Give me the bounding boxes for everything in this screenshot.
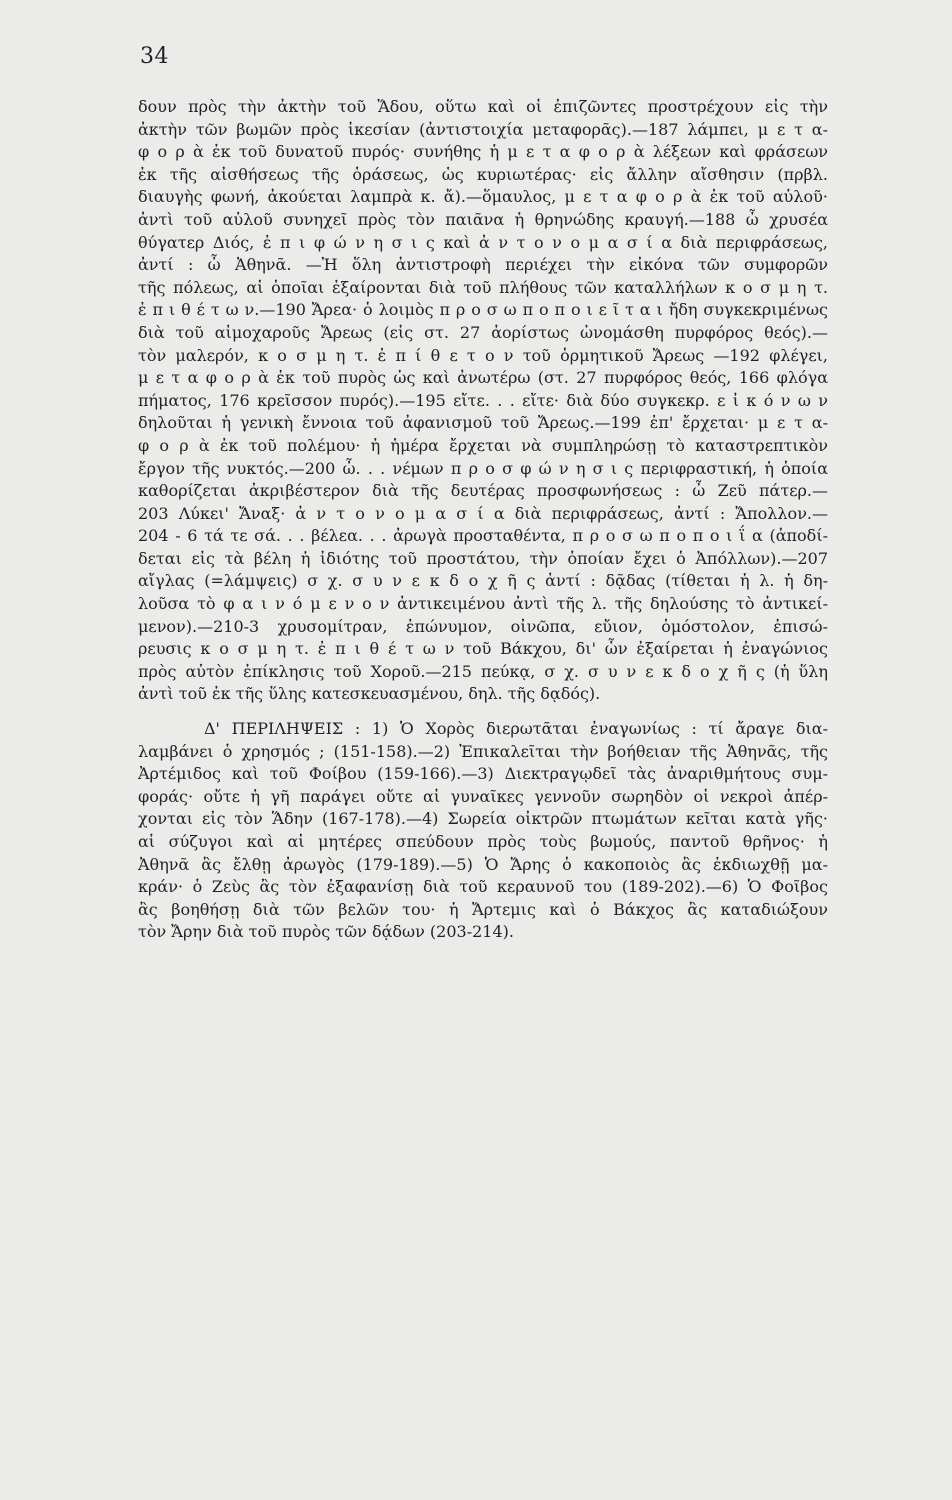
summary-line: Ἀρτέμιδος καὶ τοῦ Φοίβου (159-166).—3) Διεκτραγῳδεῖ τὰς ἀναριθμήτους συμ-	[138, 764, 828, 784]
commentary-line: θύγατερ Διός, ἐ π ι φ ώ ν η σ ι ς καὶ ἀ ν τ ο ν ο μ α σ ί α διὰ περιφράσεως,	[138, 232, 828, 252]
commentary-line: πήματος, 176 κρεῖσσον πυρός).—195 εἴτε. . . εἴτε· διὰ δύο συγκεκρ. ε ἰ κ ό ν ω ν	[138, 390, 828, 410]
summary-line: φοράς· οὔτε ἡ γῆ παράγει οὔτε αἱ γυναῖκες γεννοῦν σωρηδὸν οἱ νεκροὶ ἀπέρ-	[138, 786, 828, 806]
commentary-line: διαυγὴς φωνή, ἀκούεται λαμπρὰ κ. ἄ).—ὅμαυλος, μ ε τ α φ ο ρ ὰ ἐκ τοῦ αὐλοῦ·	[138, 187, 828, 207]
commentary-line: ἀκτὴν τῶν βωμῶν πρὸς ἱκεσίαν (ἀντιστοιχία μεταφορᾶς).—187 λάμπει, μ ε τ α-	[138, 119, 828, 139]
commentary-block	[138, 96, 828, 944]
summary-line: τὸν Ἄρην διὰ τοῦ πυρὸς τῶν δᾴδων (203-214).	[138, 922, 514, 942]
commentary-line: καθορίζεται ἀκριβέστερον διὰ τῆς δευτέρας προσφωνήσεως : ὦ Ζεῦ πάτερ.—	[138, 481, 828, 501]
summary-line: κράν· ὁ Ζεὺς ἂς τὸν ἐξαφανίσῃ διὰ τοῦ κεραυνοῦ του (189-202).—6) Ὁ Φοῖβος	[138, 877, 828, 897]
commentary-line: ρευσις κ ο σ μ η τ. ἐ π ι θ έ τ ω ν τοῦ Βάκχου, δι' ὧν ἐξαίρεται ἡ ἐναγώνιος	[138, 639, 828, 659]
summary-block	[138, 718, 828, 944]
summary-line: ἂς βοηθήσῃ διὰ τῶν βελῶν του· ἡ Ἄρτεμις καὶ ὁ Βάκχος ἂς καταδιώξουν	[138, 899, 828, 919]
commentary-line: ἐ π ι θ έ τ ω ν.—190 Ἄρεα· ὁ λοιμὸς π ρ ο σ ω π ο π ο ι ε ῖ τ α ι ἤδη συγκεκριμένως	[138, 300, 828, 320]
commentary-line: αἴγλας (=λάμψεις) σ χ. σ υ ν ε κ δ ο χ ῆ ς ἀντί : δᾷδας (τίθεται ἡ λ. ἡ δη-	[138, 571, 828, 591]
commentary-line: 203 Λύκει' Ἄναξ· ἀ ν τ ο ν ο μ α σ ί α διὰ περιφράσεως, ἀντί : Ἄπολλον.—	[138, 503, 828, 523]
page-number: 34	[140, 44, 169, 69]
summary-line: λαμβάνει ὁ χρησμός ; (151-158).—2) Ἐπικαλεῖται τὴν βοήθειαν τῆς Ἀθηνᾶς, τῆς	[138, 741, 828, 761]
commentary-line: διὰ τοῦ αἱμοχαροῦς Ἄρεως (εἰς στ. 27 ἀορίστως ὠνομάσθη πυρφόρος θεός).—	[138, 322, 828, 342]
commentary-line: ἔργον τῆς νυκτός.—200 ὦ. . . νέμων π ρ ο σ φ ώ ν η σ ι ς περιφραστική, ἡ ὁποία	[138, 458, 828, 478]
commentary-line: πρὸς αὐτὸν ἐπίκλησις τοῦ Χοροῦ.—215 πεύκᾳ, σ χ. σ υ ν ε κ δ ο χ ῆ ς (ἡ ὕλη	[138, 661, 828, 681]
commentary-line: τὸν μαλερόν, κ ο σ μ η τ. ἐ π ί θ ε τ ο ν τοῦ ὁρμητικοῦ Ἄρεως —192 φλέγει,	[138, 345, 828, 365]
commentary-line: δεται εἰς τὰ βέλη ἡ ἰδιότης τοῦ προστάτου, τὴν ὁποίαν ἔχει ὁ Ἀπόλλων).—207	[138, 548, 828, 568]
commentary-line: τῆς πόλεως, αἱ ὁποῖαι ἐξαίρονται διὰ τοῦ πλήθους τῶν καταλλήλων κ ο σ μ η τ.	[138, 277, 828, 297]
commentary-line: δουν πρὸς τὴν ἀκτὴν τοῦ Ἅδου, οὕτω καὶ οἱ ἐπιζῶντες προστρέχουν εἰς τὴν	[138, 97, 828, 116]
commentary-line: μ ε τ α φ ο ρ ὰ ἐκ τοῦ πυρὸς ὡς καὶ ἀνωτέρω (στ. 27 πυρφόρος θεός, 166 φλόγα	[138, 368, 828, 388]
commentary-line: ἀντί : ὦ Ἀθηνᾶ. —Ἡ ὅλη ἀντιστροφὴ περιέχει τὴν εἰκόνα τῶν συμφορῶν	[138, 255, 828, 275]
commentary-line: ἐκ τῆς αἰσθήσεως τῆς ὁράσεως, ὡς κυριωτέρας· εἰς ἄλλην αἴσθησιν (πρβλ.	[138, 164, 828, 184]
commentary-line: λοῦσα τὸ φ α ι ν ό μ ε ν ο ν ἀντικειμένου ἀντὶ τῆς λ. τῆς δηλούσης τὸ ἀντικεί-	[138, 594, 828, 614]
summary-line: Δ' ΠΕΡΙΛΗΨΕΙΣ : 1) Ὁ Χορὸς διερωτᾶται ἐναγωνίως : τί ἄραγε δια-	[204, 719, 828, 739]
commentary-line: φ ο ρ ὰ ἐκ τοῦ δυνατοῦ πυρός· συνήθης ἡ μ ε τ α φ ο ρ ὰ λέξεων καὶ φράσεων	[138, 142, 828, 162]
commentary-line: 204 - 6 τά τε σά. . . βέλεα. . . ἀρωγὰ προσταθέντα, π ρ ο σ ω π ο π ο ι ΐ α (ἀποδί-	[138, 526, 828, 546]
summary-line: αἱ σύζυγοι καὶ αἱ μητέρες σπεύδουν πρὸς τοὺς βωμούς, παντοῦ θρῆνος· ἡ	[138, 832, 828, 851]
summary-line: χονται εἰς τὸν Ἅδην (167-178).—4) Σωρεία οἰκτρῶν πτωμάτων κεῖται κατὰ γῆς·	[138, 809, 828, 829]
commentary-line: φ ο ρ ὰ ἐκ τοῦ πολέμου· ἡ ἡμέρα ἔρχεται νὰ συμπληρώσῃ τὸ καταστρεπτικὸν	[138, 435, 828, 455]
commentary-line: δηλοῦται ἡ γενικὴ ἔννοια τοῦ ἀφανισμοῦ τοῦ Ἄρεως.—199 ἐπ' ἔρχεται· μ ε τ α-	[138, 413, 828, 433]
commentary-line: ἀντὶ τοῦ ἐκ τῆς ὕλης κατεσκευασμένου, δηλ. τῆς δᾳδός).	[138, 684, 601, 704]
commentary-line: ἀντὶ τοῦ αὐλοῦ συνηχεῖ πρὸς τὸν παιᾶνα ἡ θρηνώδης κραυγή.—188 ὦ χρυσέα	[138, 209, 828, 229]
summary-line: Ἀθηνᾶ ἂς ἔλθῃ ἀρωγὸς (179-189).—5) Ὁ Ἄρης ὁ κακοποιὸς ἂς ἐκδιωχθῇ μα-	[138, 854, 828, 874]
commentary-line: μενον).—210-3 χρυσομίτραν, ἐπώνυμον, οἰνῶπα, εὔιον, ὁμόστολον, ἐπισώ-	[138, 616, 828, 636]
